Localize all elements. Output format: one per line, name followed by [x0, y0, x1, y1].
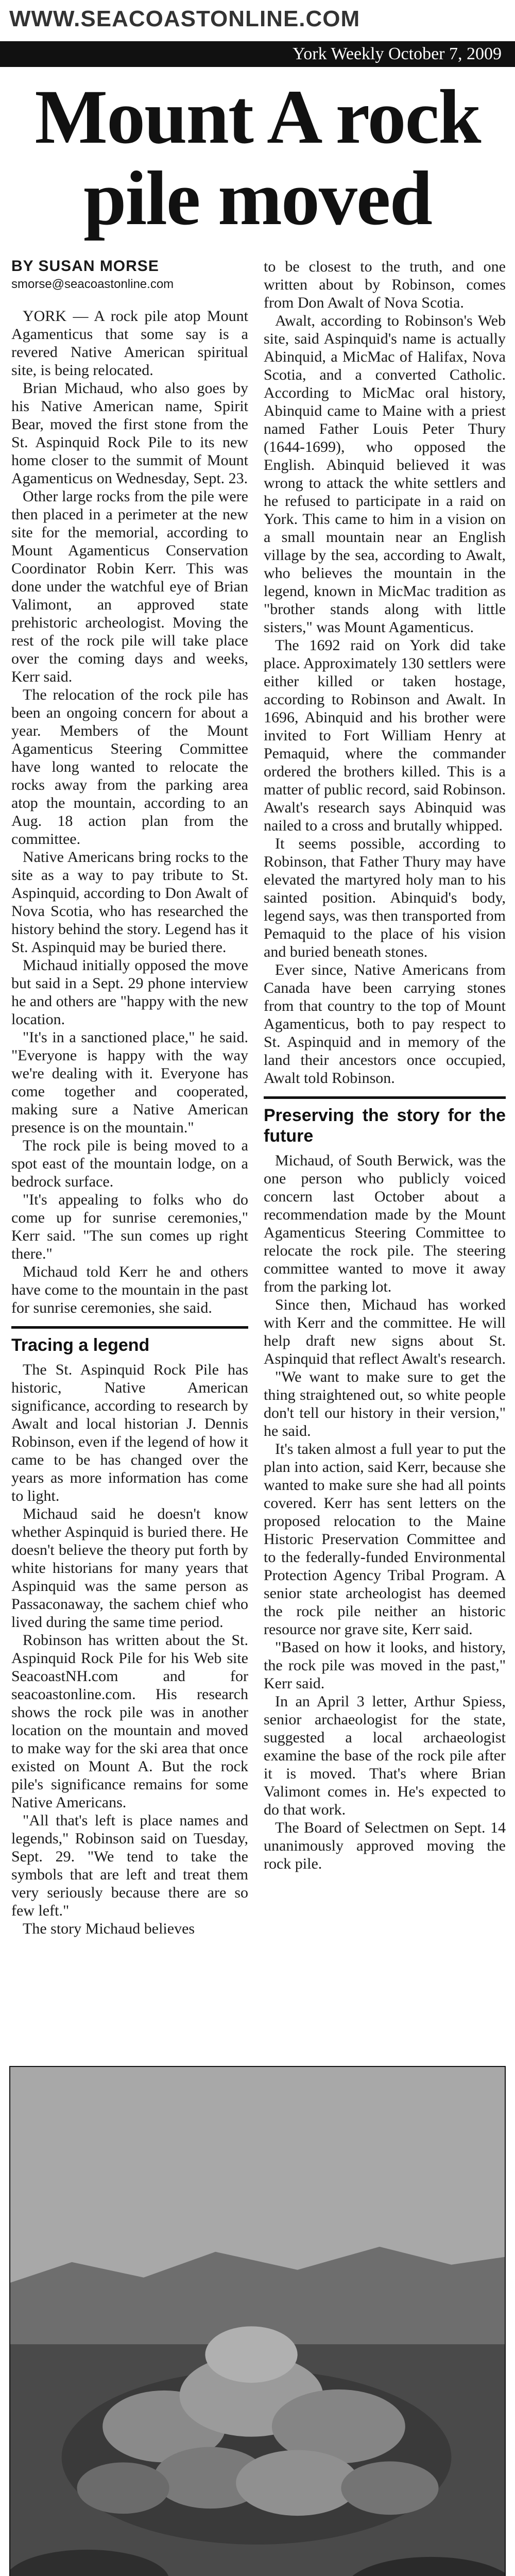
- paragraph: Robinson has written about the St. Aspinquid Rock Pile for his Web site SeacoastNH.com and for seacoastonline.com. His research shows the rock pile was in another location on the mountain and moved to make way for the ski area that once existed on Mount A. But the rock pile's significance remains for some Native Americans.: [11, 1632, 248, 1811]
- paragraph: "It's appealing to folks who do come up for sunrise ceremonies," Kerr said. "The sun comes up right there.": [11, 1191, 248, 1262]
- paragraph: "All that's left is place names and legends," Robinson said on Tuesday, Sept. 29. "We tend to take the symbols that are left and treat them very seriously because there are so few left.": [11, 1812, 248, 1919]
- paragraph: Native Americans bring rocks to the site as a way to pay tribute to St. Aspinquid, according to Don Awalt of Nova Scotia, who has researched the history behind the story. Legend has it St. Aspinquid may be buried there.: [11, 849, 248, 956]
- paragraph: Other large rocks from the pile were then placed in a perimeter at the new site for the memorial, according to Mount Agamenticus Conservation Coordinator Robin Kerr. This was done under the watchful eye of Brian Valimont, an approved state prehistoric archeologist. Moving the rest of the rock pile will take place over the coming days and weeks, Kerr said.: [11, 488, 248, 685]
- paragraph: The rock pile is being moved to a spot east of the mountain lodge, on a bedrock surface.: [11, 1137, 248, 1190]
- rock-pile-illustration: [10, 2067, 505, 2576]
- paragraph: It seems possible, according to Robinson, that Father Thury may have elevated the martyred holy man to his sainted position. Abinquid's body, legend says, was then transported from Pemaquid to the place of his vision and buried beneath stones.: [264, 835, 506, 960]
- paragraph: Michaud, of South Berwick, was the one person who publicly voiced concern last October about a recommendation made by the Mount Agamenticus Steering Committee to relocate the rock pile. The steering committee wanted to move it away from the parking lot.: [264, 1152, 506, 1295]
- paragraph: Ever since, Native Americans from Canada have been carrying stones from that country to the top of Mount Agamenticus, both to pay respect to St. Aspinquid and in memory of the land their ancestors once occupied, Awalt told Robinson.: [264, 961, 506, 1087]
- paragraph: Michaud told Kerr he and others have come to the mountain in the past for sunrise ceremonies, she said.: [11, 1263, 248, 1316]
- paragraph: Brian Michaud, who also goes by his Native American name, Spirit Bear, moved the first stone from the St. Aspinquid Rock Pile to its new home closer to the summit of Mount Agamenticus on Wednesday, Sept. 23.: [11, 380, 248, 487]
- paragraph: In an April 3 letter, Arthur Spiess, senior archaeologist for the state, suggested a local archaeologist examine the base of the rock pile after it is moved. That's where Brian Valimont comes in. He's expected to do that work.: [264, 1693, 506, 1818]
- masthead: [0, 0, 515, 67]
- paragraph: "We want to make sure to get the thing straightened out, so white people don't tell our history in their version," he said.: [264, 1368, 506, 1439]
- subhead-tracing-a-legend: Tracing a legend: [11, 1326, 248, 1355]
- paragraph: Awalt, according to Robinson's Web site, said Aspinquid's name is actually Abinquid, a MicMac of Halifax, Nova Scotia, and a converted Catholic. According to MicMac oral history, Abinquid came to Maine with a priest named Father Louis Peter Thury (1644-1699), who opposed the English. Abinquid believed it was wrong to attack the white settlers and he refused to participate in a raid on York. This came to him in a vision on a small mountain near an English village by the sea, according to Awalt, who believes the mountain in the legend, known in MicMac tradition as "brother stands along with little sisters," was Mount Agamenticus.: [264, 312, 506, 636]
- subhead-preserving-the-story: Preserving the story for the future: [264, 1096, 506, 1146]
- site-url[interactable]: WWW.SEACOASTONLINE.COM: [9, 6, 360, 31]
- paragraph: The Board of Selectmen on Sept. 14 unanimously approved moving the rock pile.: [264, 1819, 506, 1872]
- paragraph: Since then, Michaud has worked with Kerr and the committee. He will help draft new signs about St. Aspinquid that reflect Awalt's research.: [264, 1296, 506, 1367]
- paragraph: The 1692 raid on York did take place. Approximately 130 settlers were either killed or taken hostage, according to Robinson and Awalt. In 1696, Abinquid and his brother were invited to Fort William Henry at Pemaquid, where the commander ordered the brothers killed. This is a matter of public record, said Robinson. Awalt's research says Abinquid was nailed to a cross and brutally whipped.: [264, 637, 506, 834]
- paragraph: The story Michaud believes: [23, 1920, 195, 1937]
- paragraph: The St. Aspinquid Rock Pile has historic, Native American significance, according to research by Awalt and local historian J. Dennis Robinson, even if the legend of how it came to be has changed over the years as more information has come to light.: [11, 1361, 248, 1504]
- byline-email[interactable]: smorse@seacoastonline.com: [11, 277, 174, 291]
- paragraph: Michaud initially opposed the move but said in a Sept. 29 phone interview he and others are "happy with the new location.: [11, 957, 248, 1028]
- paragraph: "Based on how it looks, and history, the rock pile was moved in the past," Kerr said.: [264, 1639, 506, 1692]
- headline-line-1: Mount A rock: [35, 74, 480, 160]
- paragraph: The relocation of the rock pile has been an ongoing concern for about a year. Members of the Mount Agamenticus Steering Committee have long wanted to relocate the rocks away from the parking area atop the mountain, according to an Aug. 18 action plan from the committee.: [11, 686, 248, 848]
- rock-pile-photo: [9, 2066, 506, 2576]
- paragraph: to be closest to the truth, and one written about by Robinson, comes from Don Awalt of Nova Scotia.: [264, 258, 506, 311]
- headline: [0, 76, 515, 239]
- dateline: York Weekly October 7, 2009: [293, 44, 502, 63]
- paragraph: "It's in a sanctioned place," he said. "Everyone is happy with the way we're dealing with it. Everyone has come together and cooperated, making sure a Native American presence is on the mountain.": [11, 1029, 248, 1136]
- paragraph: It's taken almost a full year to put the plan into action, said Kerr, because she wanted to make sure she had all points covered. Kerr has sent letters on the proposed relocation to the Maine Historic Preservation Committee and to the federally-funded Environmental Protection Agency Tribal Program. A senior state archeologist has deemed the rock pile neither an historic resource nor grave site, Kerr said.: [264, 1440, 506, 1638]
- paragraph: YORK — A rock pile atop Mount Agamenticus that some say is a revered Native American spiritual site, is being relocated.: [11, 308, 248, 379]
- paragraph: Michaud said he doesn't know whether Aspinquid is buried there. He doesn't believe the theory put forth by white historians for many years that Aspinquid was the same person as Passaconaway, the sachem chief who lived during the same time period.: [11, 1505, 248, 1631]
- byline-author: BY SUSAN MORSE: [11, 258, 159, 275]
- article-column-2: [264, 258, 506, 1873]
- article-column-1: [11, 307, 248, 1938]
- headline-line-2: pile moved: [83, 156, 432, 241]
- byline: [11, 258, 248, 292]
